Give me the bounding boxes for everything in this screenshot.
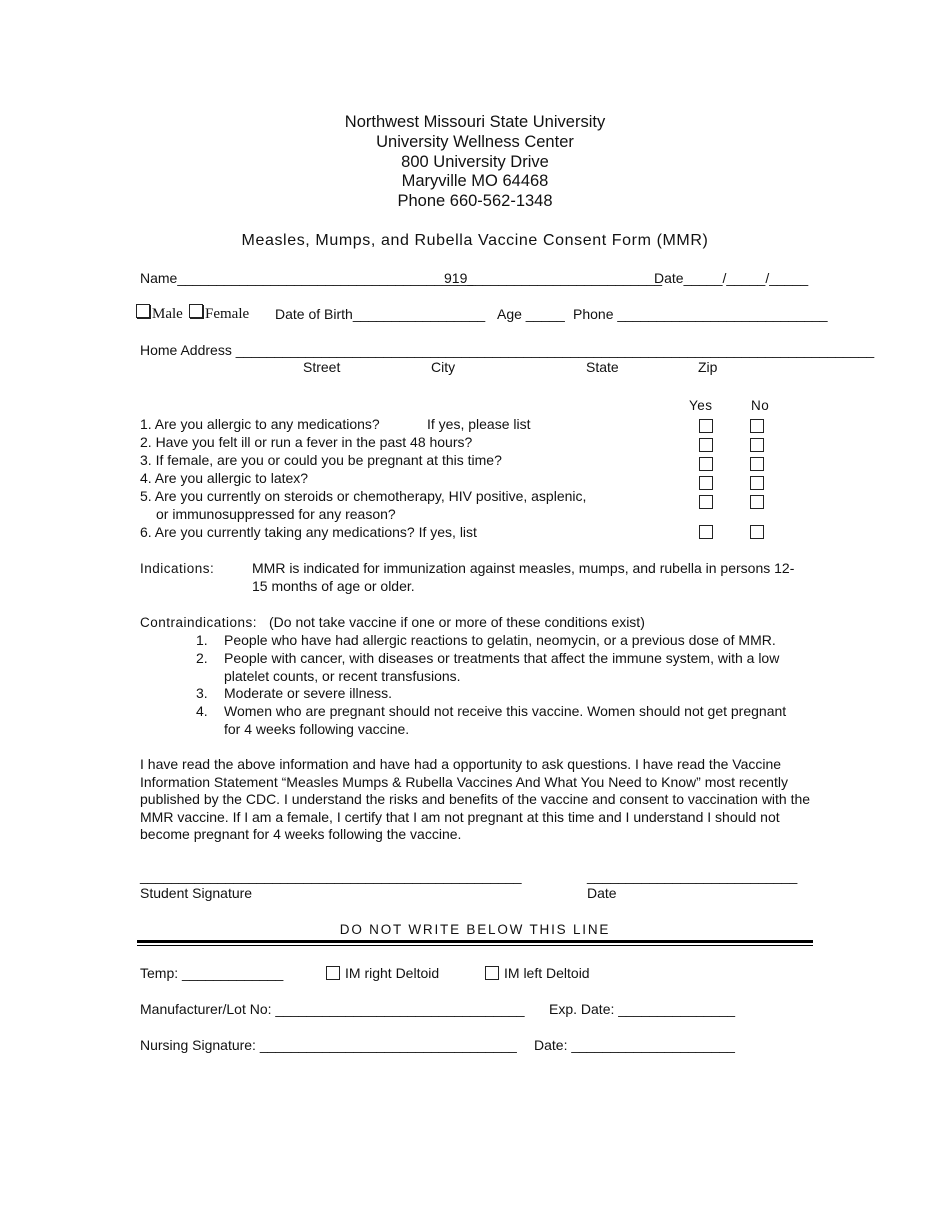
q2-yes-checkbox[interactable] xyxy=(699,438,713,452)
address-city-label: City xyxy=(431,359,456,375)
q2-no-checkbox[interactable] xyxy=(750,438,764,452)
no-column-header: No xyxy=(751,398,770,413)
dob-field[interactable]: Date of Birth_________________ xyxy=(275,306,486,322)
question-5-line1: 5. Are you currently on steroids or chemotherapy, HIV positive, asplenic, xyxy=(140,488,587,504)
q6-no-checkbox[interactable] xyxy=(750,525,764,539)
q6-yes-checkbox[interactable] xyxy=(699,525,713,539)
student-signature-line[interactable]: _________________________________________________ xyxy=(140,868,522,884)
divider-thick xyxy=(137,940,813,943)
contraindications-label: Contraindications: xyxy=(140,615,258,630)
consent-statement: I have read the above information and have had a opportunity to ask questions. I have read the Vaccine Information Statement “Measles Mumps & Rubella Vaccines And What You Need to Know” most recently published by the CDC. I understand the risks and benefits of the vaccine and consent to vaccination with the MMR vaccine. If I am a female, I certify that I am not pregnant at this time and I understand I should not become pregnant for 4 weeks following the vaccine. xyxy=(140,756,811,842)
contraindication-3-num: 3. xyxy=(196,685,208,701)
age-field[interactable]: Age _____ xyxy=(497,306,565,322)
home-address-field[interactable]: Home Address __________________________________________________________________________________ xyxy=(140,342,875,358)
phone-field[interactable]: Phone ___________________________ xyxy=(573,306,828,322)
q1-no-checkbox[interactable] xyxy=(750,419,764,433)
temp-field[interactable]: Temp: _____________ xyxy=(140,965,284,981)
question-3: 3. If female, are you or could you be pregnant at this time? xyxy=(140,452,502,468)
contraindication-4-text: Women who are pregnant should not receive this vaccine. Women should not get pregnant for 4 weeks following vaccine. xyxy=(224,703,787,737)
contraindications-note: (Do not take vaccine if one or more of these conditions exist) xyxy=(269,614,645,630)
student-signature-label: Student Signature xyxy=(140,885,253,901)
address-street-label: Street xyxy=(303,359,341,375)
question-5-line2: or immunosuppressed for any reason? xyxy=(156,506,396,522)
exp-date-field[interactable]: Exp. Date: _______________ xyxy=(549,1001,736,1017)
date-field[interactable]: Date_____/_____/_____ xyxy=(654,270,809,286)
question-1-note: If yes, please list xyxy=(427,416,531,432)
q3-no-checkbox[interactable] xyxy=(750,457,764,471)
q4-yes-checkbox[interactable] xyxy=(699,476,713,490)
indications-text: MMR is indicated for immunization against measles, mumps, and rubella in persons 12-15 months of age or older. xyxy=(252,560,795,594)
manufacturer-lot-field[interactable]: Manufacturer/Lot No: ________________________________ xyxy=(140,1001,525,1017)
contraindication-1-num: 1. xyxy=(196,632,208,648)
q3-yes-checkbox[interactable] xyxy=(699,457,713,471)
q1-yes-checkbox[interactable] xyxy=(699,419,713,433)
signature-date-label: Date xyxy=(587,885,617,901)
female-label: Female xyxy=(205,306,250,322)
im-right-deltoid-checkbox[interactable] xyxy=(326,966,340,980)
question-6: 6. Are you currently taking any medications? If yes, list xyxy=(140,524,477,540)
contraindication-2-text: People with cancer, with diseases or treatments that affect the immune system, with a low platelet counts, or recent transfusions. xyxy=(224,650,780,684)
question-2: 2. Have you felt ill or run a fever in the past 48 hours? xyxy=(140,434,473,450)
q4-no-checkbox[interactable] xyxy=(750,476,764,490)
male-checkbox[interactable] xyxy=(136,304,150,318)
city-address: Maryville MO 64468 xyxy=(401,172,549,190)
address-state-label: State xyxy=(586,359,619,375)
street-address: 800 University Drive xyxy=(401,153,549,171)
university-name: Northwest Missouri State University xyxy=(344,113,606,131)
q5-no-checkbox[interactable] xyxy=(750,495,764,509)
nursing-signature-field[interactable]: Nursing Signature: _________________________________ xyxy=(140,1037,517,1053)
signature-date-line[interactable]: ___________________________ xyxy=(587,868,798,884)
header-phone: Phone 660-562-1348 xyxy=(397,192,553,210)
yes-column-header: Yes xyxy=(689,398,713,413)
nursing-date-field[interactable]: Date: _____________________ xyxy=(534,1037,735,1053)
im-left-deltoid-checkbox[interactable] xyxy=(485,966,499,980)
im-left-deltoid-label: IM left Deltoid xyxy=(504,965,590,981)
im-right-deltoid-label: IM right Deltoid xyxy=(345,965,440,981)
female-checkbox[interactable] xyxy=(189,304,203,318)
contraindication-2-num: 2. xyxy=(196,650,208,666)
do-not-write-banner: DO NOT WRITE BELOW THIS LINE xyxy=(339,922,611,937)
form-title: Measles, Mumps, and Rubella Vaccine Consent Form (MMR) xyxy=(241,232,709,249)
q5-yes-checkbox[interactable] xyxy=(699,495,713,509)
contraindication-1-text: People who have had allergic reactions to gelatin, neomycin, or a previous dose of MMR. xyxy=(224,632,776,648)
contraindication-4-num: 4. xyxy=(196,703,208,719)
question-1: 1. Are you allergic to any medications? xyxy=(140,416,380,432)
male-label: Male xyxy=(152,306,183,322)
indications-label: Indications: xyxy=(140,561,215,576)
student-id-field[interactable]: 919_________________________ xyxy=(444,270,663,286)
contraindication-3-text: Moderate or severe illness. xyxy=(224,685,393,701)
wellness-center: University Wellness Center xyxy=(376,133,574,151)
divider-thin xyxy=(137,945,813,946)
address-zip-label: Zip xyxy=(698,359,718,375)
question-4: 4. Are you allergic to latex? xyxy=(140,470,309,486)
name-field[interactable]: Name______________________________________ xyxy=(140,270,474,286)
